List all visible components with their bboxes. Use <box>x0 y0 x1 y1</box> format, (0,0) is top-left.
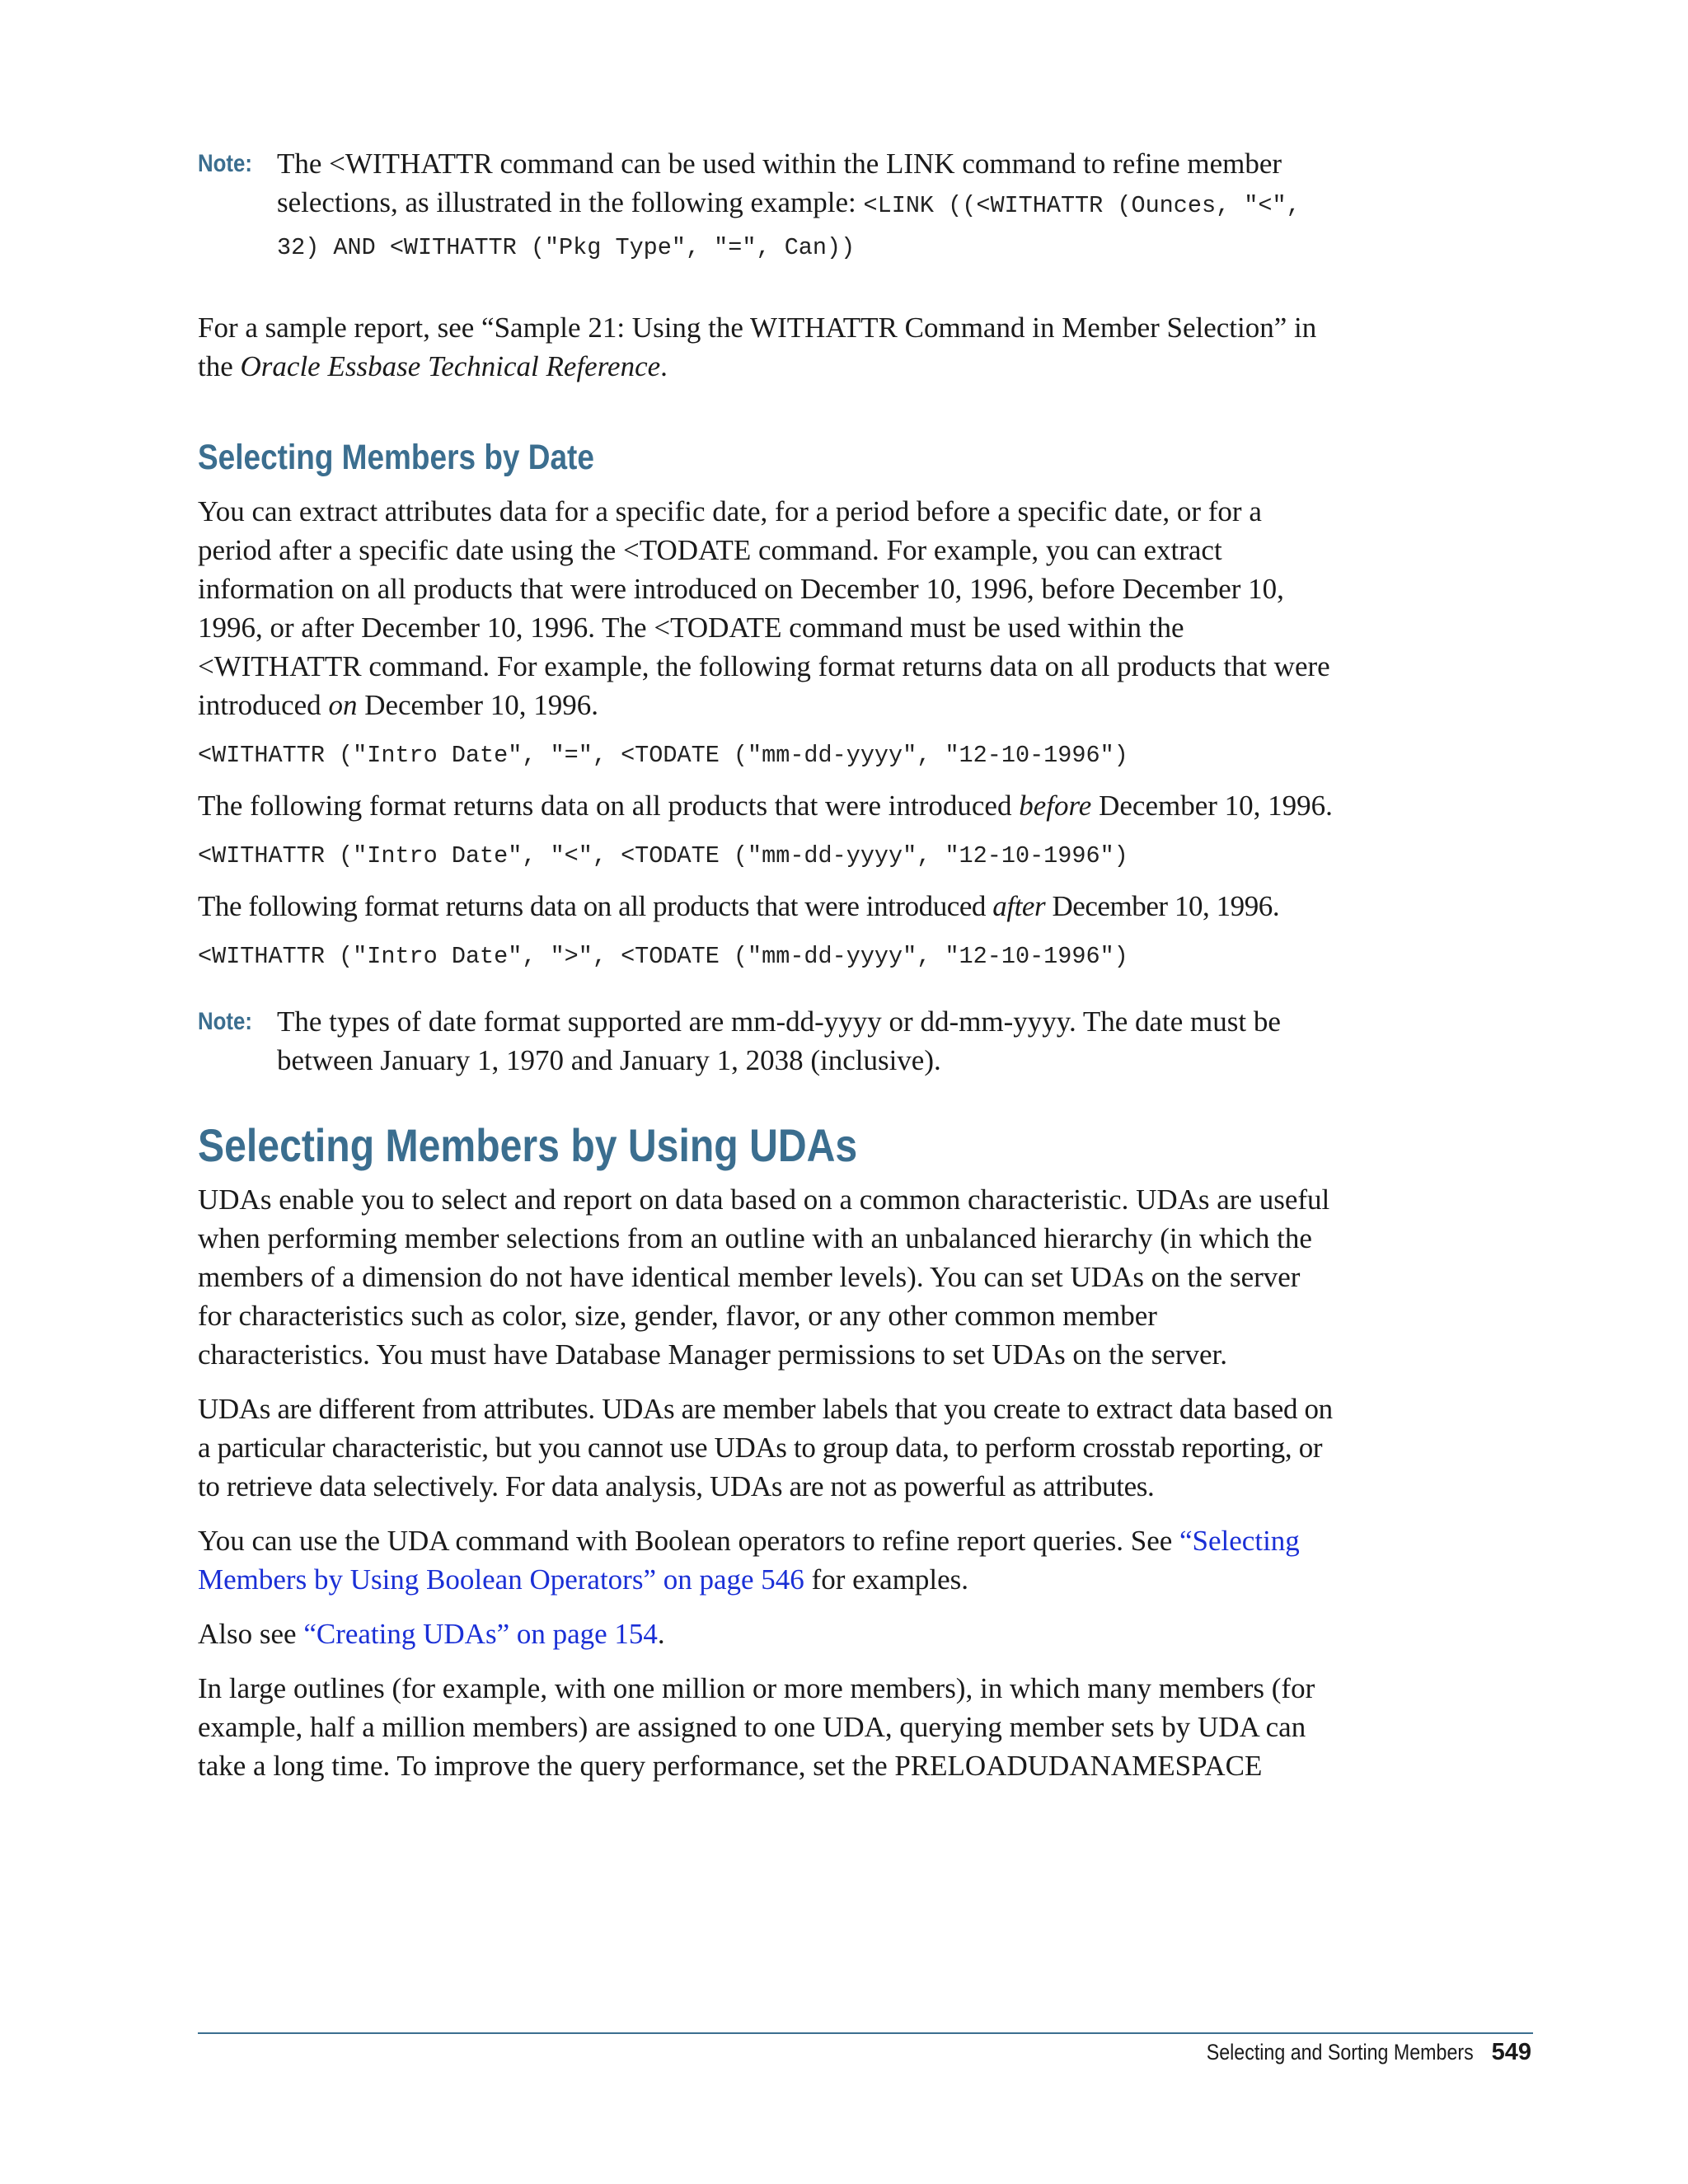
sample-report-paragraph: For a sample report, see “Sample 21: Using the WITHATTR Command in Member Selection” in the Oracle Essbase Technical Reference. <box>198 312 1317 382</box>
note-code-example: <LINK ((<WITHATTR (Ounces, "<", 32) AND <WITHATTR ("Pkg Type", "=", Can)) <box>277 192 1301 261</box>
section-heading-by-date: Selecting Members by Date <box>198 438 594 477</box>
note-date-format <box>198 1002 1335 1080</box>
uda-also-see-paragraph: Also see “Creating UDAs” on page 154. <box>198 1618 665 1650</box>
date-intro-paragraph: You can extract attributes data for a specific date, for a period before a specific date, or for a period after a specific date using the <TODATE command. For example, you can extract information on all products that were introduced on December 10, 1996, before December 10, 1996, or after December 10, 1996. The <TODATE command must be used within the <WITHATTR command. For example, the following format returns data on all products that were introduced on December 10, 1996. <box>198 495 1330 721</box>
section-heading-using-udas: Selecting Members by Using UDAs <box>198 1119 858 1171</box>
date-before-paragraph: The following format returns data on all products that were introduced before December 10, 1996. <box>198 790 1333 822</box>
uda-performance-paragraph: In large outlines (for example, with one million or more members), in which many members (for example, half a million members) are assigned to one UDA, querying member sets by UDA can take a long time. To improve the query performance, set the PRELOADUDANAMESPACE <box>198 1672 1315 1782</box>
note-text: The types of date format supported are mm-dd-yyyy or dd-mm-yyyy. The date must be between January 1, 1970 and January 1, 2038 (inclusive). <box>277 1005 1281 1076</box>
uda-boolean-paragraph: You can use the UDA command with Boolean operators to refine report queries. See “Selecting Members by Using Boolean Operators” on page 546 for examples. <box>198 1525 1300 1596</box>
date-after-paragraph: The following format returns data on all products that were introduced after December 10, 1996. <box>198 890 1280 922</box>
code-todate-before: <WITHATTR ("Intro Date", "<", <TODATE ("mm-dd-yyyy", "12-10-1996") <box>198 842 1128 869</box>
page-number: 549 <box>1491 2039 1531 2065</box>
code-todate-after: <WITHATTR ("Intro Date", ">", <TODATE ("mm-dd-yyyy", "12-10-1996") <box>198 943 1128 970</box>
code-todate-equal: <WITHATTR ("Intro Date", "=", <TODATE ("mm-dd-yyyy", "12-10-1996") <box>198 742 1128 769</box>
reference-title: Oracle Essbase Technical Reference <box>240 350 661 382</box>
footer-chapter-title: Selecting and Sorting Members <box>1206 2040 1474 2064</box>
note-withattr-link <box>198 144 1335 267</box>
page-content <box>198 144 1335 1785</box>
page-footer <box>1163 2039 1531 2066</box>
note-text-body: The <WITHATTR command can be used within the LINK command to refine member selections, as illustrated in the following example: <box>277 148 1282 218</box>
uda-intro-paragraph: UDAs enable you to select and report on data based on a common characteristic. UDAs are useful when performing member selections from an outline with an unbalanced hierarchy (in which the members of a dimension do not have identical member levels). You can set UDAs on the server for characteristics such as color, size, gender, flavor, or any other common member characteristics. You must have Database Manager permissions to set UDAs on the server. <box>198 1183 1330 1371</box>
note-label: Note: <box>198 150 252 177</box>
link-boolean-operators[interactable]: “Selecting Members by Using Boolean Operators” on page 546 <box>198 1525 1300 1596</box>
note-text <box>277 144 1335 267</box>
footer-divider <box>198 2032 1533 2034</box>
note-label: Note: <box>198 1008 252 1035</box>
uda-vs-attributes-paragraph: UDAs are different from attributes. UDAs are member labels that you create to extract data based on a particular characteristic, but you cannot use UDAs to group data, to perform crosstab reporting, or to retrieve data selectively. For data analysis, UDAs are not as powerful as attributes. <box>198 1393 1333 1502</box>
link-creating-udas[interactable]: “Creating UDAs” on page 154 <box>303 1618 658 1650</box>
